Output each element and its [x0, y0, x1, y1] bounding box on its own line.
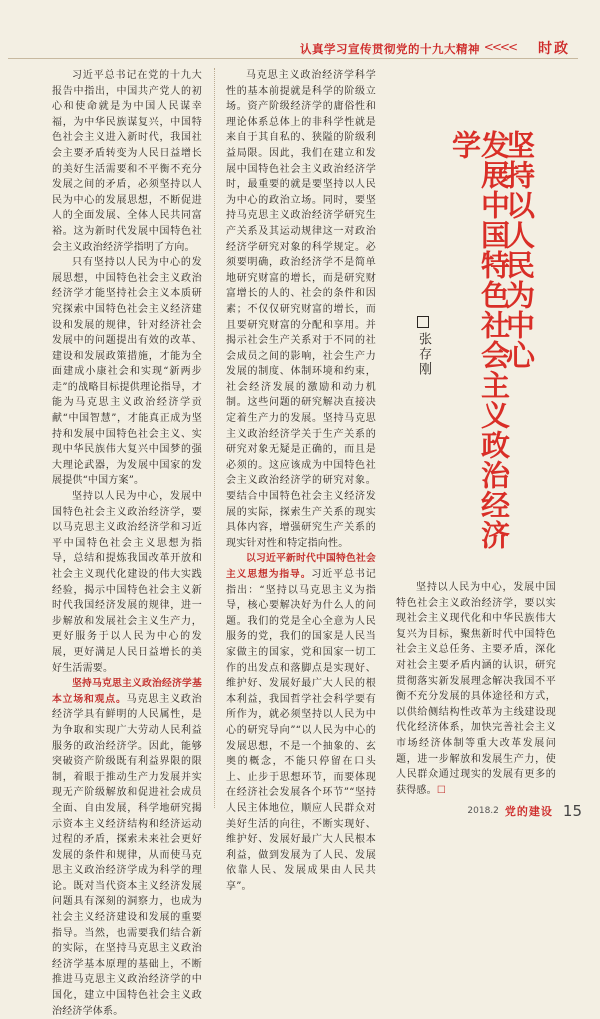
end-mark-icon: ☐ — [436, 784, 446, 796]
paragraph — [396, 580, 556, 798]
page-number: 15 — [562, 802, 582, 820]
article-title-line-1: 坚持以人民为中心 — [502, 130, 536, 370]
paragraph-text: 习近平总书记指出：“坚持以马克思主义为指导，核心要解决好为什么人的问题。我们的党是全心全意为人民服务的党，我们的国家是人民当家做主的国家，党和国家一切工作的出发点和落脚点是实现好、维护好、发展好最广大人民的根本利益，我国哲学社会科学要有所作为，就必须坚持以人民为中心的研究导向”“以人民为中心的发展思想，不是一个抽象的、玄奥的概念，不能只停留在口头上、止步于思想环节，而要体现在经济社会发展各个环节”“坚持人民主体地位，顺应人民群众对美好生活的向往，不断实现好、维护好、发展好最广大人民根本利益，做到发展为了人民、发展依靠人民、发展成果由人民共享”。 — [226, 569, 376, 892]
text-column-3 — [396, 580, 556, 798]
article-title-block — [396, 130, 556, 570]
paragraph-text: 马克思主义政治经济学具有鲜明的人民属性，是为争取和实现广大劳动人民利益服务的政治经济学。因此，能够突破资产阶级既有利益界限的限制，着眼于推动生产力发展并实现无产阶级解放和促进社会成员全面、自由发展，科学地研究揭示资本主义经济结构和经济运动过程的矛盾，探索未来社会更好发展的条件和规律，从而使马克思主义政治经济学成为科学的理论。既对当代资本主义经济发展问题具有深刻的洞察力，也成为社会主义经济建设和发展的重要指导。当然，也需要我们结合新的实际，在坚持马克思主义政治经济学基本原理的基础上，不断推进马克思主义政治经济学的中国化，建立中国特色社会主义政治经济学体系。 — [52, 693, 202, 1017]
running-title: 认真学习宣传贯彻党的十九大精神 — [300, 42, 480, 56]
author-byline — [414, 316, 433, 377]
paragraph — [226, 551, 376, 894]
paragraph-text: 坚持以人民为中心，发展中国特色社会主义政治经济学，要以实现社会主义现代化和中华民族伟大复兴为目标，聚焦新时代中国特色社会主义总任务、主要矛盾，深化对社会主要矛盾内涵的认识，研究贯彻落实新发展理念解决我国不平衡不充分发展的具体途径和方式，以供给侧结构性改革为主线建设现代化经济体系，加快完善社会主义市场经济体制等重大改革发展问题，进一步解放和发展生产力，使人民群众通过现实的发展有更多的获得感。 — [396, 582, 556, 796]
magazine-logo: 党的建设 — [504, 805, 553, 818]
author-name: 张存刚 — [416, 332, 431, 377]
subheading: 以习近平新时代中国特色社会主义思想为指导。 — [226, 553, 376, 580]
chevron-separator-icon: <<<< — [483, 40, 516, 54]
paragraph — [52, 676, 202, 1019]
header-rule — [8, 58, 578, 59]
column-divider — [214, 68, 215, 808]
paragraph: 习近平总书记在党的十九大报告中指出，中国共产党人的初心和使命就是为中国人民谋幸福，为中华民族谋复兴，中国特色社会主义进入新时代，我国社会主要矛盾转变为人民日益增长的美好生活需要和不平衡不充分发展之间的矛盾，必须坚持以人民为中心的发展思想，不断促进人的全面发展、全体人民共同富裕。这为新时代发展中国特色社会主义政治经济学指明了方向。 — [52, 70, 202, 253]
paragraph: 只有坚持以人民为中心的发展思想，中国特色社会主义政治经济学才能坚持社会主义本质研究探索中国特色社会主义经济建设和发展的规律，针对经济社会发展中的问题提出有效的改革、建设和发展政策措施，才能为全面建成小康社会和实现“新两步走”的战略目标提供理论指导，才能为马克思主义政治经济学贡献“中国智慧”，才能真正成为坚持和发展中国特色社会主义、实现中华民族伟大复兴中国梦的强大理论武器，为发展中国家的发展提供“中国方案”。 — [52, 257, 202, 487]
square-bullet-icon — [417, 316, 429, 328]
text-column-2 — [226, 68, 376, 894]
paragraph: 坚持以人民为中心，发展中国特色社会主义政治经济学，要以马克思主义政治经济学和习近平中国特色社会主义思想为指导，总结和提炼我国改革开放和社会主义现代化建设的伟大实践经验，揭示中国特色社会主义新时代我国经济发展的规律，进一步解放和发展社会主义生产力，更好服务于以人民为中心的发展，更好满足人民日益增长的美好生活需要。 — [52, 491, 202, 674]
text-column-1 — [52, 68, 202, 1019]
issue-date: 2018.2 — [467, 806, 499, 816]
section-label: 时政 — [538, 41, 570, 57]
subheading: 坚持马克思主义政治经济学基本立场和观点。 — [52, 678, 202, 705]
article-title-line-2: 发展中国特色社会主义政治经济学 — [448, 130, 511, 550]
paragraph: 马克思主义政治经济学科学性的基本前提就是科学的阶级立场。资产阶级经济学的庸俗性和理论体系总体上的非科学性就是来自于其自私的、狭隘的阶级利益局限。因此，我们在建立和发展中国特色社会主义政治经济学时，最重要的就是要坚持以人民为中心的政治立场。同时，要坚持马克思主义政治经济学研究生产关系及其运动规律这一对政治经济学研究对象的科学规定。必须要明确，政治经济学不是简单地研究财富的增长，而是研究财富增长的人的、社会的条件和因素；不仅仅研究财富的增长，而且要研究财富的分配和享用。并揭示社会生产关系对于不同的社会成员之间的影响，社会生产力发展的制度、体制环境和约束，社会经济发展的激励和动力机制。这些问题的研究解决直接决定着生产力的发展。坚持马克思主义政治经济学关于生产关系的研究对象无疑是正确的，而且是必须的。这应该成为中国特色社会主义政治经济学的研究对象。要结合中国特色社会主义经济发展的实际，探索生产关系的现实具体内容，增强研究生产关系的现实针对性和特定指向性。 — [226, 70, 376, 549]
page-footer — [467, 802, 582, 820]
page-header — [0, 0, 600, 60]
